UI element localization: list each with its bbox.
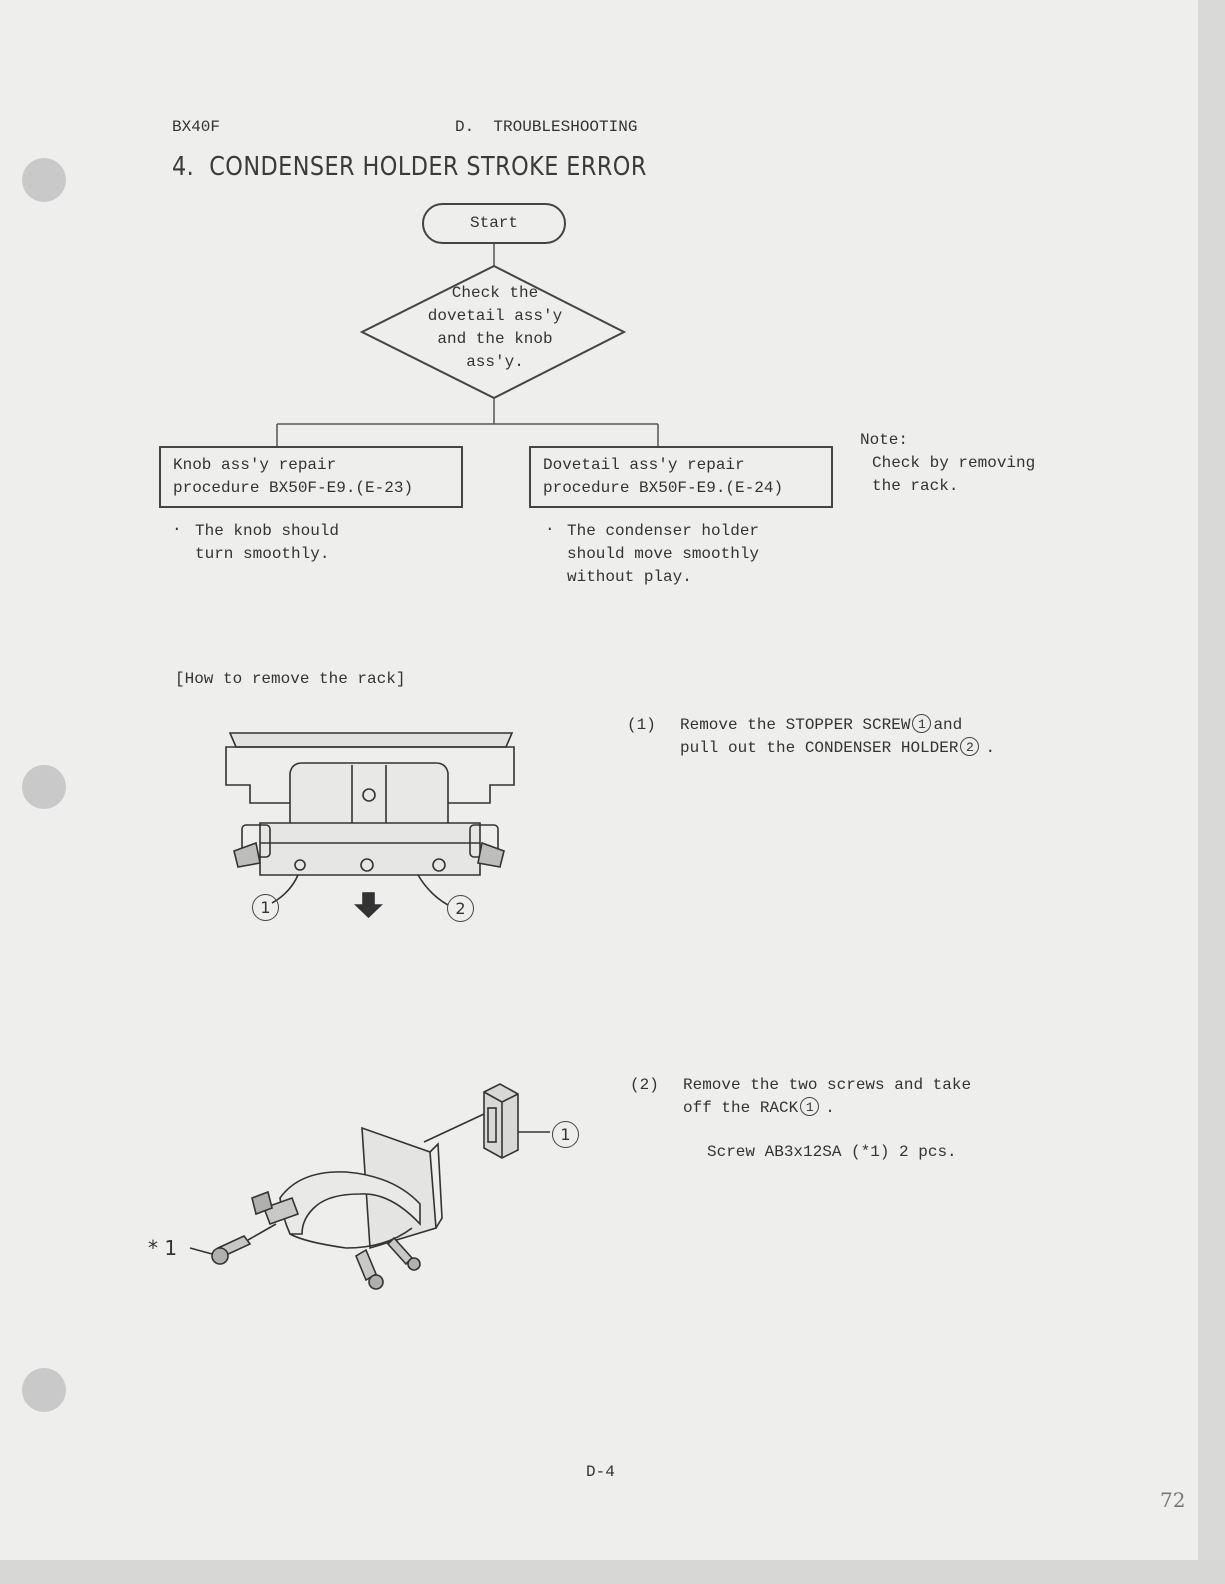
step2-line2: off the RACK 1 . (683, 1099, 835, 1117)
page-title: 4. CONDENSER HOLDER STROKE ERROR (172, 152, 647, 182)
callout-circle-icon: 1 (800, 1097, 819, 1116)
figure1-callout-2: 2 (447, 895, 474, 922)
punch-hole (22, 1368, 66, 1412)
page-bottom-edge (0, 1560, 1225, 1584)
note-label: Note: (860, 431, 909, 449)
step1-line1: Remove the STOPPER SCREW 1 and (680, 716, 963, 734)
punch-hole (22, 765, 66, 809)
step2-number: (2) (630, 1076, 659, 1094)
figure2-star-label: * 1 (148, 1236, 178, 1260)
knob-repair-box: Knob ass'y repair procedure BX50F-E9.(E-23) (159, 446, 463, 508)
header-section: D. TROUBLESHOOTING (455, 118, 638, 136)
flow-decision: Check the dovetail ass'y and the knob ass'y. (427, 284, 563, 371)
bullet-icon: · (172, 520, 182, 538)
how-to-heading: [How to remove the rack] (175, 670, 406, 688)
step2-line1: Remove the two screws and take (683, 1076, 972, 1094)
callout-circle-icon: 1 (912, 714, 931, 733)
figure2-callout-1: 1 (552, 1121, 579, 1148)
step2-screw-spec: Screw AB3x12SA (*1) 2 pcs. (707, 1143, 957, 1161)
bullet-icon: · (545, 520, 555, 538)
step1-line2: pull out the CONDENSER HOLDER 2 . (680, 739, 996, 757)
callout-circle-icon: 2 (960, 737, 979, 756)
dovetail-repair-box: Dovetail ass'y repair procedure BX50F-E9.(E-24) (529, 446, 833, 508)
flow-start: Start (422, 203, 566, 244)
header-model: BX40F (172, 118, 221, 136)
note-text: Check by removing the rack. (872, 454, 1036, 495)
handwritten-sheet-number: 72 (1160, 1488, 1186, 1512)
page-number: D-4 (586, 1463, 615, 1481)
rack-figure (180, 1078, 600, 1298)
dovetail-note: The condenser holder should move smoothly without play. (567, 522, 760, 586)
step1-number: (1) (627, 716, 656, 734)
knob-note: The knob should turn smoothly. (195, 522, 340, 563)
figure1-callout-1: 1 (252, 894, 279, 921)
